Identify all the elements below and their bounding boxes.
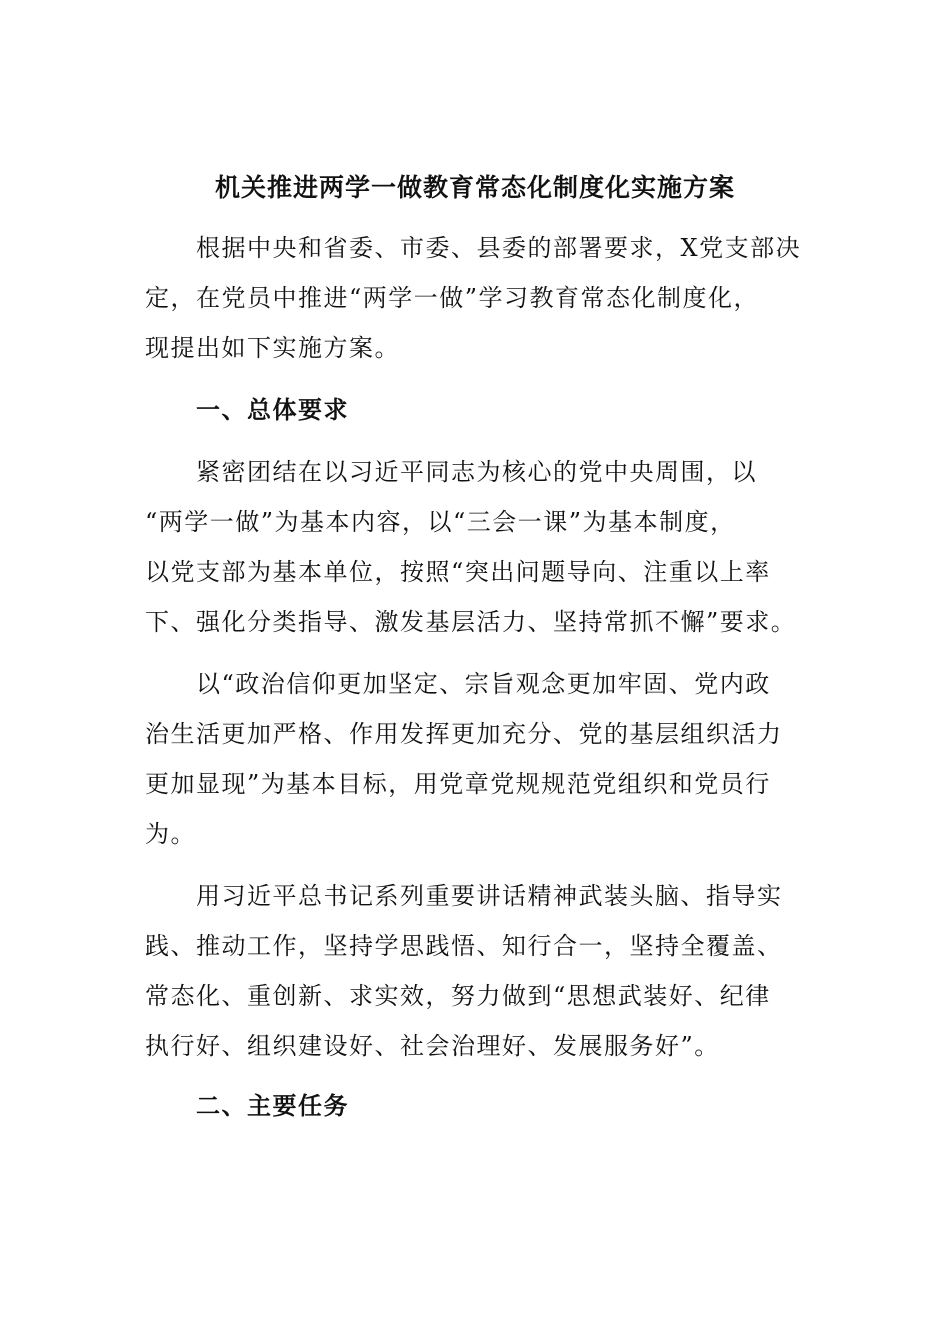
para1-line-2: “两学一做”为基本内容，以“三会一课”为基本制度，: [145, 508, 736, 536]
para3-line-2: 践、推动工作，坚持学思践悟、知行合一，坚持全覆盖、: [145, 932, 783, 960]
document-title: 机关推进两学一做教育常态化制度化实施方案: [214, 173, 735, 202]
para2-line-3: 更加显现”为基本目标，用党章党规规范党组织和党员行: [145, 770, 771, 798]
section-heading-main-tasks: 二、主要任务: [196, 1091, 349, 1120]
intro-line-3: 现提出如下实施方案。: [145, 334, 400, 362]
intro-line-1: 根据中央和省委、市委、县委的部署要求，X党支部决: [196, 234, 802, 262]
intro-line-2: 定，在党员中推进“两学一做”学习教育常态化制度化，: [145, 284, 760, 312]
para3-line-4: 执行好、组织建设好、社会治理好、发展服务好”。: [145, 1032, 720, 1060]
section-heading-overall-requirements: 一、总体要求: [196, 395, 349, 424]
para1-line-4: 下、强化分类指导、激发基层活力、坚持常抓不懈”要求。: [145, 608, 797, 636]
para2-line-2: 治生活更加严格、作用发挥更加充分、党的基层组织活力: [145, 720, 783, 748]
para2-line-4: 为。: [145, 820, 196, 848]
para1-line-3: 以党支部为基本单位，按照“突出问题导向、注重以上率: [145, 558, 771, 586]
para1-line-1: 紧密团结在以习近平同志为核心的党中央周围，以: [196, 458, 757, 486]
para3-line-3: 常态化、重创新、求实效，努力做到“思想武装好、纪律: [145, 982, 771, 1010]
para3-line-1: 用习近平总书记系列重要讲话精神武装头脑、指导实: [196, 882, 783, 910]
para2-line-1: 以“政治信仰更加坚定、宗旨观念更加牢固、党内政: [196, 670, 771, 698]
